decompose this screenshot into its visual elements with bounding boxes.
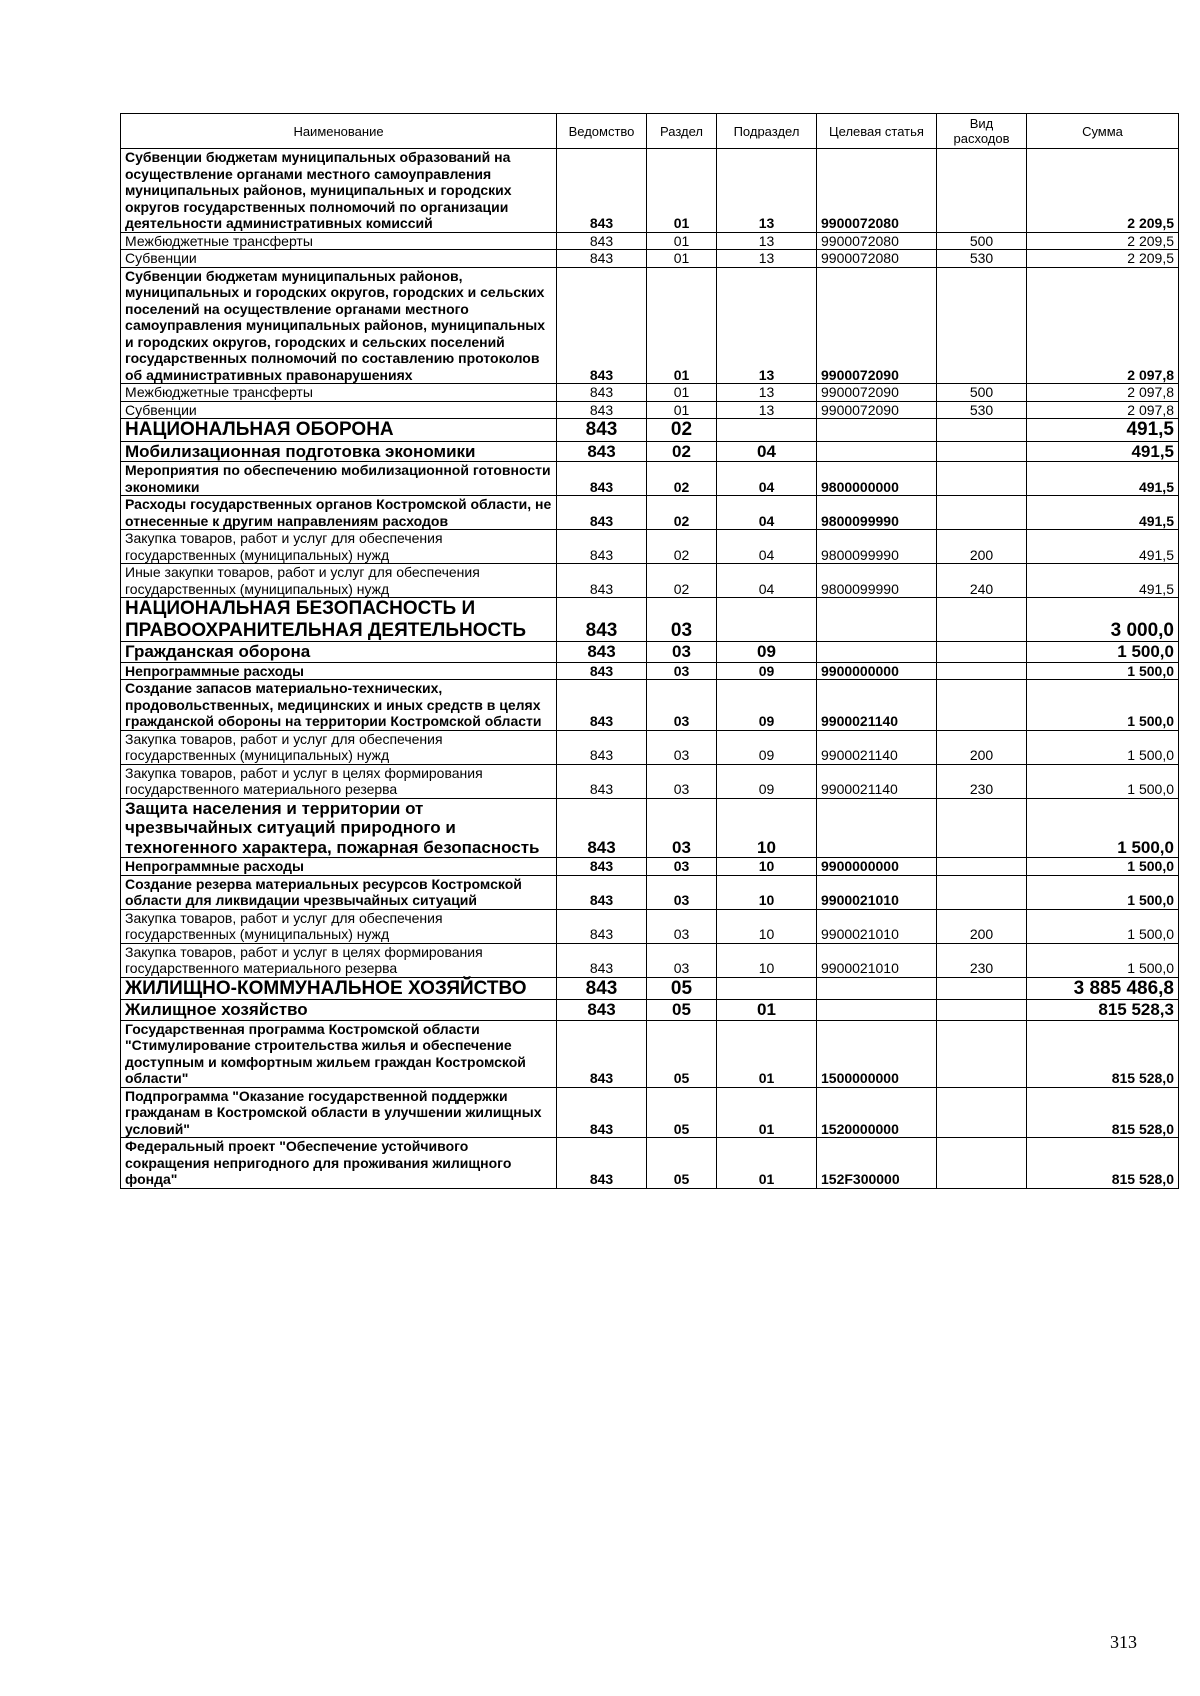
- cell-name: Гражданская оборона: [121, 642, 557, 663]
- cell-vid: 500: [937, 232, 1027, 250]
- table-row: [121, 1138, 1179, 1189]
- cell-vedomstvo: 843: [557, 1000, 647, 1021]
- cell-vedomstvo: 843: [557, 798, 647, 858]
- header-summa: Сумма: [1027, 114, 1179, 149]
- cell-vid: 200: [937, 730, 1027, 764]
- cell-razdel: 03: [647, 858, 717, 876]
- cell-celevaya: 9800099990: [817, 564, 937, 598]
- cell-summa: 2 209,5: [1027, 250, 1179, 268]
- cell-vedomstvo: 843: [557, 598, 647, 642]
- table-row: [121, 232, 1179, 250]
- cell-celevaya: 1520000000: [817, 1087, 937, 1138]
- cell-razdel: 02: [647, 496, 717, 530]
- cell-celevaya: 152F300000: [817, 1138, 937, 1189]
- table-row: [121, 401, 1179, 419]
- table-row: [121, 680, 1179, 731]
- cell-vid: [937, 642, 1027, 663]
- cell-podrazdel: 01: [717, 1020, 817, 1087]
- cell-summa: 1 500,0: [1027, 875, 1179, 909]
- cell-celevaya: 9900072080: [817, 149, 937, 233]
- cell-razdel: 03: [647, 943, 717, 977]
- cell-name: Субвенции: [121, 250, 557, 268]
- cell-razdel: 01: [647, 384, 717, 402]
- table-row: [121, 1087, 1179, 1138]
- cell-razdel: 01: [647, 267, 717, 384]
- cell-vedomstvo: 843: [557, 730, 647, 764]
- cell-name: Федеральный проект "Обеспечение устойчивого сокращения непригодного для проживания жилищного фонда": [121, 1138, 557, 1189]
- cell-podrazdel: 09: [717, 662, 817, 680]
- cell-podrazdel: 10: [717, 909, 817, 943]
- cell-podrazdel: 01: [717, 1000, 817, 1021]
- table-row: [121, 598, 1179, 642]
- cell-vid: 500: [937, 384, 1027, 402]
- cell-vid: [937, 875, 1027, 909]
- header-vedomstvo: Ведомство: [557, 114, 647, 149]
- cell-celevaya: 9900072090: [817, 384, 937, 402]
- cell-vedomstvo: 843: [557, 977, 647, 1000]
- cell-celevaya: 9900072090: [817, 267, 937, 384]
- cell-vid: [937, 149, 1027, 233]
- table-row: [121, 564, 1179, 598]
- cell-vid: [937, 662, 1027, 680]
- cell-podrazdel: 04: [717, 441, 817, 462]
- cell-name: Государственная программа Костромской области "Стимулирование строительства жилья и обеспечение доступным и комфортным жильем граждан Костромской области": [121, 1020, 557, 1087]
- cell-razdel: 05: [647, 1020, 717, 1087]
- cell-podrazdel: 01: [717, 1087, 817, 1138]
- cell-celevaya: 9900021010: [817, 875, 937, 909]
- cell-vedomstvo: 843: [557, 232, 647, 250]
- cell-summa: 1 500,0: [1027, 764, 1179, 798]
- cell-razdel: 03: [647, 662, 717, 680]
- cell-vedomstvo: 843: [557, 875, 647, 909]
- cell-podrazdel: 13: [717, 384, 817, 402]
- cell-vedomstvo: 843: [557, 419, 647, 442]
- cell-vedomstvo: 843: [557, 401, 647, 419]
- cell-razdel: 03: [647, 875, 717, 909]
- cell-vid: [937, 1087, 1027, 1138]
- header-podrazdel: Подраздел: [717, 114, 817, 149]
- header-name: Наименование: [121, 114, 557, 149]
- cell-celevaya: 9900021140: [817, 730, 937, 764]
- table-row: [121, 419, 1179, 442]
- cell-vid: 530: [937, 401, 1027, 419]
- cell-vid: [937, 798, 1027, 858]
- cell-summa: 1 500,0: [1027, 662, 1179, 680]
- cell-celevaya: [817, 977, 937, 1000]
- cell-vedomstvo: 843: [557, 149, 647, 233]
- cell-vid: 200: [937, 530, 1027, 564]
- cell-summa: 2 209,5: [1027, 149, 1179, 233]
- cell-celevaya: 9900072090: [817, 401, 937, 419]
- cell-summa: 3 885 486,8: [1027, 977, 1179, 1000]
- cell-vedomstvo: 843: [557, 662, 647, 680]
- cell-celevaya: [817, 419, 937, 442]
- cell-summa: 815 528,0: [1027, 1087, 1179, 1138]
- cell-podrazdel: 10: [717, 858, 817, 876]
- table-row: [121, 977, 1179, 1000]
- cell-podrazdel: 04: [717, 564, 817, 598]
- cell-celevaya: [817, 441, 937, 462]
- table-row: [121, 250, 1179, 268]
- cell-celevaya: [817, 642, 937, 663]
- cell-summa: 1 500,0: [1027, 730, 1179, 764]
- cell-celevaya: [817, 1000, 937, 1021]
- cell-celevaya: [817, 798, 937, 858]
- cell-summa: 1 500,0: [1027, 858, 1179, 876]
- cell-name: Закупка товаров, работ и услуг для обеспечения государственных (муниципальных) нужд: [121, 730, 557, 764]
- cell-podrazdel: 04: [717, 496, 817, 530]
- cell-razdel: 03: [647, 680, 717, 731]
- cell-podrazdel: 04: [717, 530, 817, 564]
- cell-name: Межбюджетные трансферты: [121, 232, 557, 250]
- cell-celevaya: 9900021140: [817, 680, 937, 731]
- cell-summa: 1 500,0: [1027, 909, 1179, 943]
- cell-celevaya: 1500000000: [817, 1020, 937, 1087]
- cell-vedomstvo: 843: [557, 1087, 647, 1138]
- cell-celevaya: 9900000000: [817, 662, 937, 680]
- cell-name: Жилищное хозяйство: [121, 1000, 557, 1021]
- cell-name: Защита населения и территории от чрезвычайных ситуаций природного и техногенного характера, пожарная безопасность: [121, 798, 557, 858]
- cell-vid: [937, 496, 1027, 530]
- cell-name: Субвенции бюджетам муниципальных образований на осуществление органами местного самоуправления муниципальных районов, муниципальных и городских округов государственных полномочий по организации деятельности административных комиссий: [121, 149, 557, 233]
- cell-razdel: 01: [647, 149, 717, 233]
- cell-podrazdel: 09: [717, 730, 817, 764]
- cell-razdel: 01: [647, 232, 717, 250]
- cell-name: Мобилизационная подготовка экономики: [121, 441, 557, 462]
- cell-celevaya: 9800099990: [817, 496, 937, 530]
- cell-summa: 491,5: [1027, 530, 1179, 564]
- cell-name: ЖИЛИЩНО-КОММУНАЛЬНОЕ ХОЗЯЙСТВО: [121, 977, 557, 1000]
- cell-name: Создание запасов материально-технических, продовольственных, медицинских и иных средств в целях гражданской обороны на территории Костромской области: [121, 680, 557, 731]
- cell-summa: 491,5: [1027, 462, 1179, 496]
- cell-podrazdel: 13: [717, 267, 817, 384]
- table-row: [121, 1000, 1179, 1021]
- cell-razdel: 02: [647, 441, 717, 462]
- cell-summa: 1 500,0: [1027, 642, 1179, 663]
- cell-name: Межбюджетные трансферты: [121, 384, 557, 402]
- cell-summa: 491,5: [1027, 564, 1179, 598]
- cell-razdel: 02: [647, 530, 717, 564]
- page-number: 313: [1110, 1632, 1137, 1652]
- table-row: [121, 943, 1179, 977]
- table-row: [121, 858, 1179, 876]
- cell-vid: [937, 598, 1027, 642]
- table-row: [121, 730, 1179, 764]
- cell-razdel: 05: [647, 1087, 717, 1138]
- cell-razdel: 03: [647, 642, 717, 663]
- cell-podrazdel: [717, 598, 817, 642]
- cell-summa: 491,5: [1027, 496, 1179, 530]
- cell-summa: 2 097,8: [1027, 267, 1179, 384]
- cell-podrazdel: 04: [717, 462, 817, 496]
- cell-summa: 1 500,0: [1027, 680, 1179, 731]
- table-row: [121, 441, 1179, 462]
- cell-name: Непрограммные расходы: [121, 858, 557, 876]
- cell-podrazdel: [717, 419, 817, 442]
- table-row: [121, 496, 1179, 530]
- cell-name: НАЦИОНАЛЬНАЯ ОБОРОНА: [121, 419, 557, 442]
- cell-vid: 530: [937, 250, 1027, 268]
- cell-celevaya: 9900021010: [817, 909, 937, 943]
- cell-razdel: 02: [647, 564, 717, 598]
- cell-celevaya: 9800000000: [817, 462, 937, 496]
- cell-name: НАЦИОНАЛЬНАЯ БЕЗОПАСНОСТЬ И ПРАВООХРАНИТЕЛЬНАЯ ДЕЯТЕЛЬНОСТЬ: [121, 598, 557, 642]
- cell-vedomstvo: 843: [557, 642, 647, 663]
- table-row: [121, 267, 1179, 384]
- cell-vedomstvo: 843: [557, 530, 647, 564]
- cell-vedomstvo: 843: [557, 441, 647, 462]
- cell-vid: [937, 680, 1027, 731]
- cell-summa: 815 528,0: [1027, 1138, 1179, 1189]
- cell-podrazdel: 09: [717, 642, 817, 663]
- cell-celevaya: 9900072080: [817, 232, 937, 250]
- cell-razdel: 03: [647, 798, 717, 858]
- cell-vid: [937, 858, 1027, 876]
- cell-razdel: 03: [647, 730, 717, 764]
- cell-celevaya: 9900000000: [817, 858, 937, 876]
- cell-vedomstvo: 843: [557, 250, 647, 268]
- budget-table-sheet: [120, 113, 1178, 1189]
- cell-podrazdel: 09: [717, 764, 817, 798]
- cell-vedomstvo: 843: [557, 564, 647, 598]
- table-row: [121, 798, 1179, 858]
- cell-vid: 200: [937, 909, 1027, 943]
- header-vid: Вид расходов: [937, 114, 1027, 149]
- cell-name: Непрограммные расходы: [121, 662, 557, 680]
- table-row: [121, 875, 1179, 909]
- cell-razdel: 01: [647, 250, 717, 268]
- table-row: [121, 462, 1179, 496]
- cell-podrazdel: 10: [717, 875, 817, 909]
- cell-podrazdel: 13: [717, 250, 817, 268]
- table-row: [121, 530, 1179, 564]
- cell-name: Расходы государственных органов Костромской области, не отнесенные к другим направлениям расходов: [121, 496, 557, 530]
- cell-name: Субвенции: [121, 401, 557, 419]
- cell-vedomstvo: 843: [557, 943, 647, 977]
- cell-vedomstvo: 843: [557, 462, 647, 496]
- cell-razdel: 02: [647, 419, 717, 442]
- cell-summa: 815 528,0: [1027, 1020, 1179, 1087]
- cell-vid: 240: [937, 564, 1027, 598]
- table-row: [121, 384, 1179, 402]
- cell-name: Иные закупки товаров, работ и услуг для обеспечения государственных (муниципальных) нужд: [121, 564, 557, 598]
- cell-summa: 2 097,8: [1027, 401, 1179, 419]
- cell-vid: [937, 462, 1027, 496]
- cell-podrazdel: 10: [717, 798, 817, 858]
- cell-name: Закупка товаров, работ и услуг для обеспечения государственных (муниципальных) нужд: [121, 530, 557, 564]
- cell-summa: 1 500,0: [1027, 798, 1179, 858]
- cell-podrazdel: 13: [717, 232, 817, 250]
- cell-razdel: 05: [647, 977, 717, 1000]
- cell-name: Мероприятия по обеспечению мобилизационной готовности экономики: [121, 462, 557, 496]
- cell-razdel: 01: [647, 401, 717, 419]
- cell-vedomstvo: 843: [557, 384, 647, 402]
- cell-razdel: 03: [647, 909, 717, 943]
- cell-name: Подпрограмма "Оказание государственной поддержки гражданам в Костромской области в улучшении жилищных условий": [121, 1087, 557, 1138]
- cell-vid: [937, 1138, 1027, 1189]
- cell-vid: [937, 977, 1027, 1000]
- table-row: [121, 642, 1179, 663]
- header-razdel: Раздел: [647, 114, 717, 149]
- table-row: [121, 149, 1179, 233]
- cell-summa: 2 209,5: [1027, 232, 1179, 250]
- cell-razdel: 03: [647, 764, 717, 798]
- cell-celevaya: [817, 598, 937, 642]
- table-row: [121, 764, 1179, 798]
- cell-podrazdel: [717, 977, 817, 1000]
- cell-vid: 230: [937, 943, 1027, 977]
- cell-celevaya: 9900072080: [817, 250, 937, 268]
- table-row: [121, 1020, 1179, 1087]
- cell-name: Закупка товаров, работ и услуг для обеспечения государственных (муниципальных) нужд: [121, 909, 557, 943]
- cell-name: Создание резерва материальных ресурсов Костромской области для ликвидации чрезвычайных ситуаций: [121, 875, 557, 909]
- cell-vid: [937, 267, 1027, 384]
- cell-summa: 815 528,3: [1027, 1000, 1179, 1021]
- cell-name: Закупка товаров, работ и услуг в целях формирования государственного материального резерва: [121, 943, 557, 977]
- header-celevaya: Целевая статья: [817, 114, 937, 149]
- cell-vedomstvo: 843: [557, 267, 647, 384]
- cell-vedomstvo: 843: [557, 680, 647, 731]
- cell-celevaya: 9900021010: [817, 943, 937, 977]
- cell-name: Закупка товаров, работ и услуг в целях формирования государственного материального резерва: [121, 764, 557, 798]
- cell-vid: 230: [937, 764, 1027, 798]
- cell-summa: 1 500,0: [1027, 943, 1179, 977]
- cell-vid: [937, 441, 1027, 462]
- cell-vedomstvo: 843: [557, 858, 647, 876]
- cell-name: Субвенции бюджетам муниципальных районов, муниципальных и городских округов, городских и сельских поселений на осуществление органами местного самоуправления муниципальных районов, муниципальных и городских округов, городских и сельских поселений государственных полномочий по составлению протоколов об административных правонарушениях: [121, 267, 557, 384]
- cell-podrazdel: 01: [717, 1138, 817, 1189]
- cell-vedomstvo: 843: [557, 1138, 647, 1189]
- cell-vedomstvo: 843: [557, 496, 647, 530]
- cell-podrazdel: 13: [717, 401, 817, 419]
- cell-vid: [937, 1020, 1027, 1087]
- cell-razdel: 05: [647, 1000, 717, 1021]
- cell-summa: 491,5: [1027, 419, 1179, 442]
- cell-vedomstvo: 843: [557, 909, 647, 943]
- table-row: [121, 909, 1179, 943]
- cell-podrazdel: 13: [717, 149, 817, 233]
- cell-razdel: 05: [647, 1138, 717, 1189]
- cell-razdel: 02: [647, 462, 717, 496]
- cell-vedomstvo: 843: [557, 1020, 647, 1087]
- cell-vid: [937, 1000, 1027, 1021]
- cell-celevaya: 9900021140: [817, 764, 937, 798]
- table-row: [121, 662, 1179, 680]
- cell-vedomstvo: 843: [557, 764, 647, 798]
- cell-razdel: 03: [647, 598, 717, 642]
- budget-table: [120, 113, 1179, 1189]
- cell-podrazdel: 09: [717, 680, 817, 731]
- cell-summa: 491,5: [1027, 441, 1179, 462]
- table-header-row: [121, 114, 1179, 149]
- cell-summa: 2 097,8: [1027, 384, 1179, 402]
- cell-vid: [937, 419, 1027, 442]
- cell-summa: 3 000,0: [1027, 598, 1179, 642]
- cell-celevaya: 9800099990: [817, 530, 937, 564]
- cell-podrazdel: 10: [717, 943, 817, 977]
